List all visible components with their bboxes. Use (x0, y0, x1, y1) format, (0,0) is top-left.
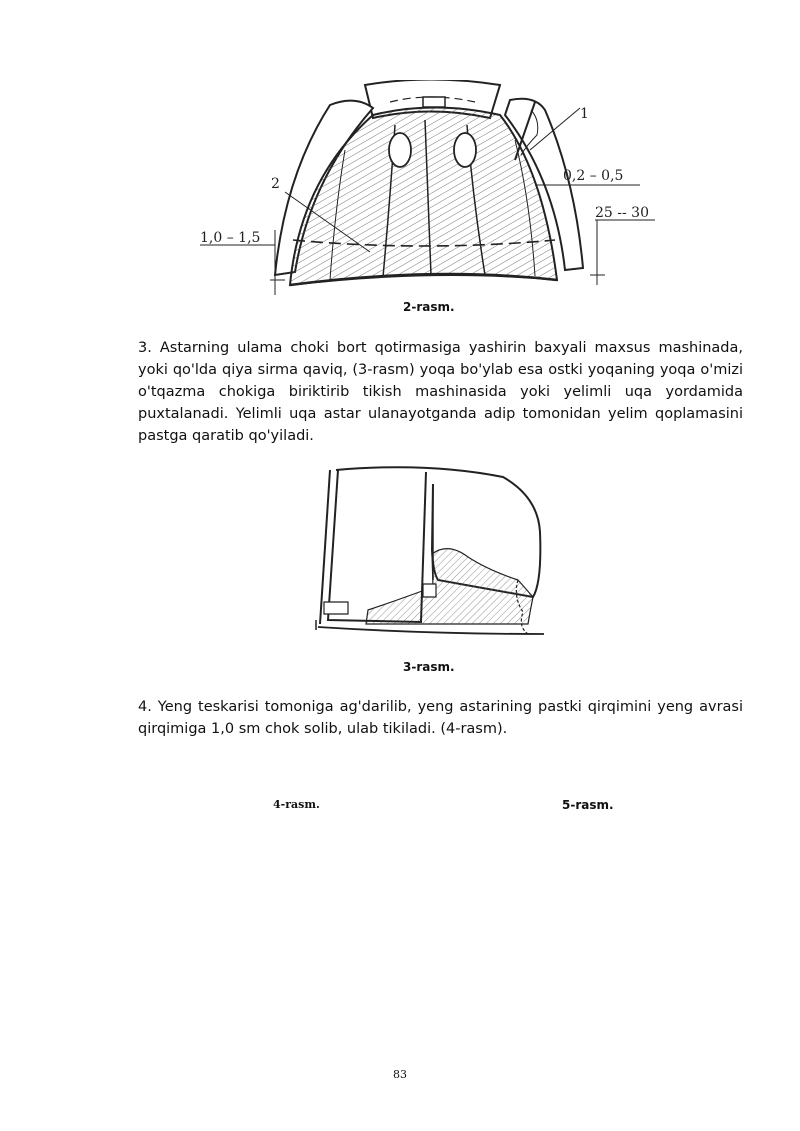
figure3-caption: 3-rasm. (403, 660, 455, 674)
figure2-dim-b: 25 -- 30 (595, 205, 649, 221)
paragraph-3: 3. Astarning ulama choki bort qotirmasiga yashirin baxyali maxsus mashinada, yoki qo'lda qiya sirma qaviq, (3-rasm) yoqa bo'ylab esa ostki yoqaning yoqa o'mizi o'tqazma chokiga biriktirib tikish mashinasida yoki yelimli uqa yordamida puxtalanadi. Yelimli uqa astar ulanayotganda adip tomonidan yelim qoplamasini pastga qaratib qo'yiladi. (138, 340, 743, 444)
figure2-label-2: 2 (271, 176, 280, 192)
figure4-caption: 4-rasm. (273, 798, 320, 811)
page-number: 83 (393, 1068, 407, 1081)
paragraph-4: 4. Yeng teskarisi tomoniga ag'darilib, yeng astarining pastki qirqimini yeng avrasi qirqimiga 1,0 sm chok solib, ulab tikiladi. (4-rasm). (138, 699, 743, 737)
figure-3 (308, 462, 548, 642)
figure2-dim-a: 0,2 – 0,5 (563, 168, 624, 184)
figure2-label-1: 1 (580, 106, 589, 122)
figure-2 (195, 80, 665, 300)
figure2-dim-c: 1,0 – 1,5 (200, 230, 261, 246)
figure2-caption: 2-rasm. (403, 300, 455, 314)
figure5-caption: 5-rasm. (562, 798, 614, 812)
